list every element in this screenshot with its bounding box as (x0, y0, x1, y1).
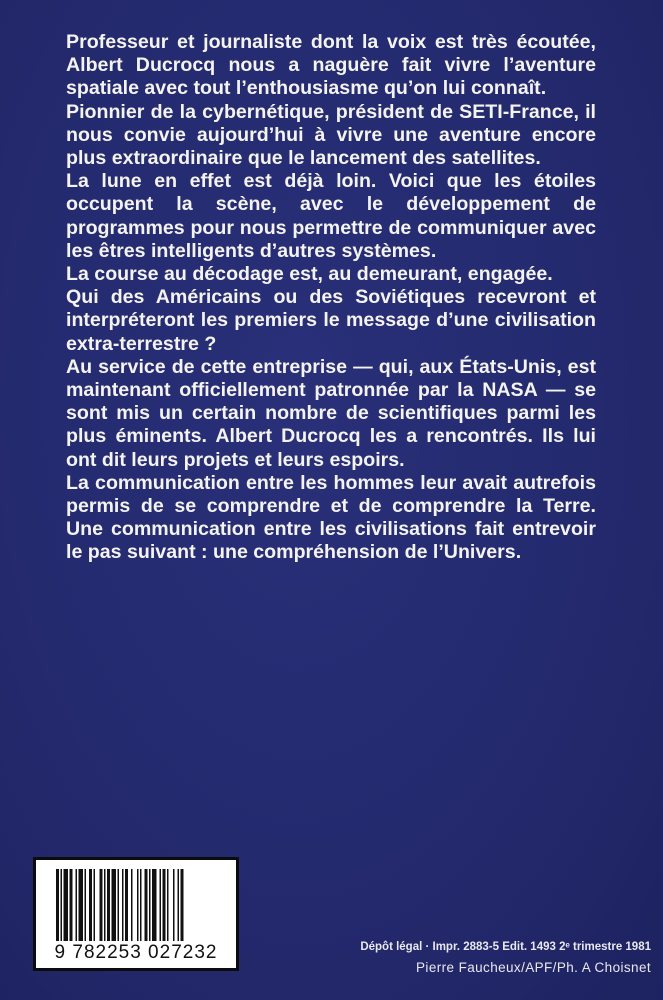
blurb-paragraph-1: Professeur et journaliste dont la voix est très écoutée, Albert Ducrocq nous a naguère fait vivre l’aventure spatiale avec tout l’enthousiasme qu’on lui connaît. (66, 31, 596, 100)
isbn-barcode (33, 857, 239, 971)
blurb-paragraph-2: Pionnier de la cybernétique, président de SETI-France, il nous convie aujourd’hui à vivre une aventure encore plus extraordinaire que le lancement des satellites. (66, 100, 596, 170)
barcode-bar (167, 869, 169, 941)
barcode-bar (160, 869, 162, 941)
blurb-paragraph-3: La lune en effet est déjà loin. Voici que les étoiles occupent la scène, avec le développement de programmes pour nous permettre de communiquer avec les êtres intelligents d’autres systèmes. (66, 170, 596, 262)
barcode-bar (125, 869, 128, 941)
barcode-digits: 9 782253 027232 (54, 942, 218, 963)
design-photo-credits: Pierre Faucheux/APF/Ph. A Choisnet (416, 960, 651, 975)
barcode-bar (131, 869, 133, 941)
back-cover-blurb (66, 31, 596, 565)
barcode-bar (152, 869, 157, 941)
barcode-bar (122, 869, 124, 941)
barcode-bar (56, 869, 59, 941)
barcode-bar (70, 869, 73, 941)
barcode-bar (181, 869, 184, 941)
barcode-bar (76, 869, 78, 941)
barcode-bar (173, 869, 175, 941)
barcode-bar (145, 869, 148, 941)
barcode-bars (56, 869, 218, 941)
barcode-bar (85, 869, 87, 941)
barcode-bar (100, 869, 103, 941)
barcode-bar (137, 869, 139, 941)
barcode-bar (79, 869, 84, 941)
barcode-bar (163, 869, 166, 941)
barcode-bar (149, 869, 151, 941)
barcode-bar (118, 869, 120, 941)
barcode-bar (89, 869, 92, 941)
blurb-paragraph-5: Qui des Américains ou des Soviétiques recevront et interpréteront les premiers le message d’une civilisation extra-terrestre ? (66, 286, 596, 355)
barcode-bar (94, 869, 96, 941)
barcode-bar (178, 869, 180, 941)
blurb-paragraph-6: Au service de cette entreprise — qui, aux États-Unis, est maintenant officiellement patronnée par la NASA — se sont mis un certain nombre de scientifiques parmi les plus éminents. Albert Ducrocq les a rencontrés. Ils lui ont dit leurs projets et leurs espoirs. (66, 355, 596, 471)
barcode-bar (61, 869, 63, 941)
barcode-bar (64, 869, 69, 941)
barcode-bar (140, 869, 142, 941)
barcode-bar (104, 869, 106, 941)
barcode-bar (107, 869, 110, 941)
barcode-bar (112, 869, 117, 941)
blurb-paragraph-4: La course au décodage est, au demeurant, engagée. (66, 263, 553, 286)
blurb-paragraph-7: La communication entre les hommes leur avait autrefois permis de se comprendre et de comprendre la Terre. Une communication entre les civilisations fait entrevoir le pas suivant : une compréhension de l’Univers. (66, 471, 596, 564)
legal-deposit-line: Dépôt légal · Impr. 2883-5 Edit. 1493 2ᵉ trimestre 1981 (360, 941, 651, 953)
